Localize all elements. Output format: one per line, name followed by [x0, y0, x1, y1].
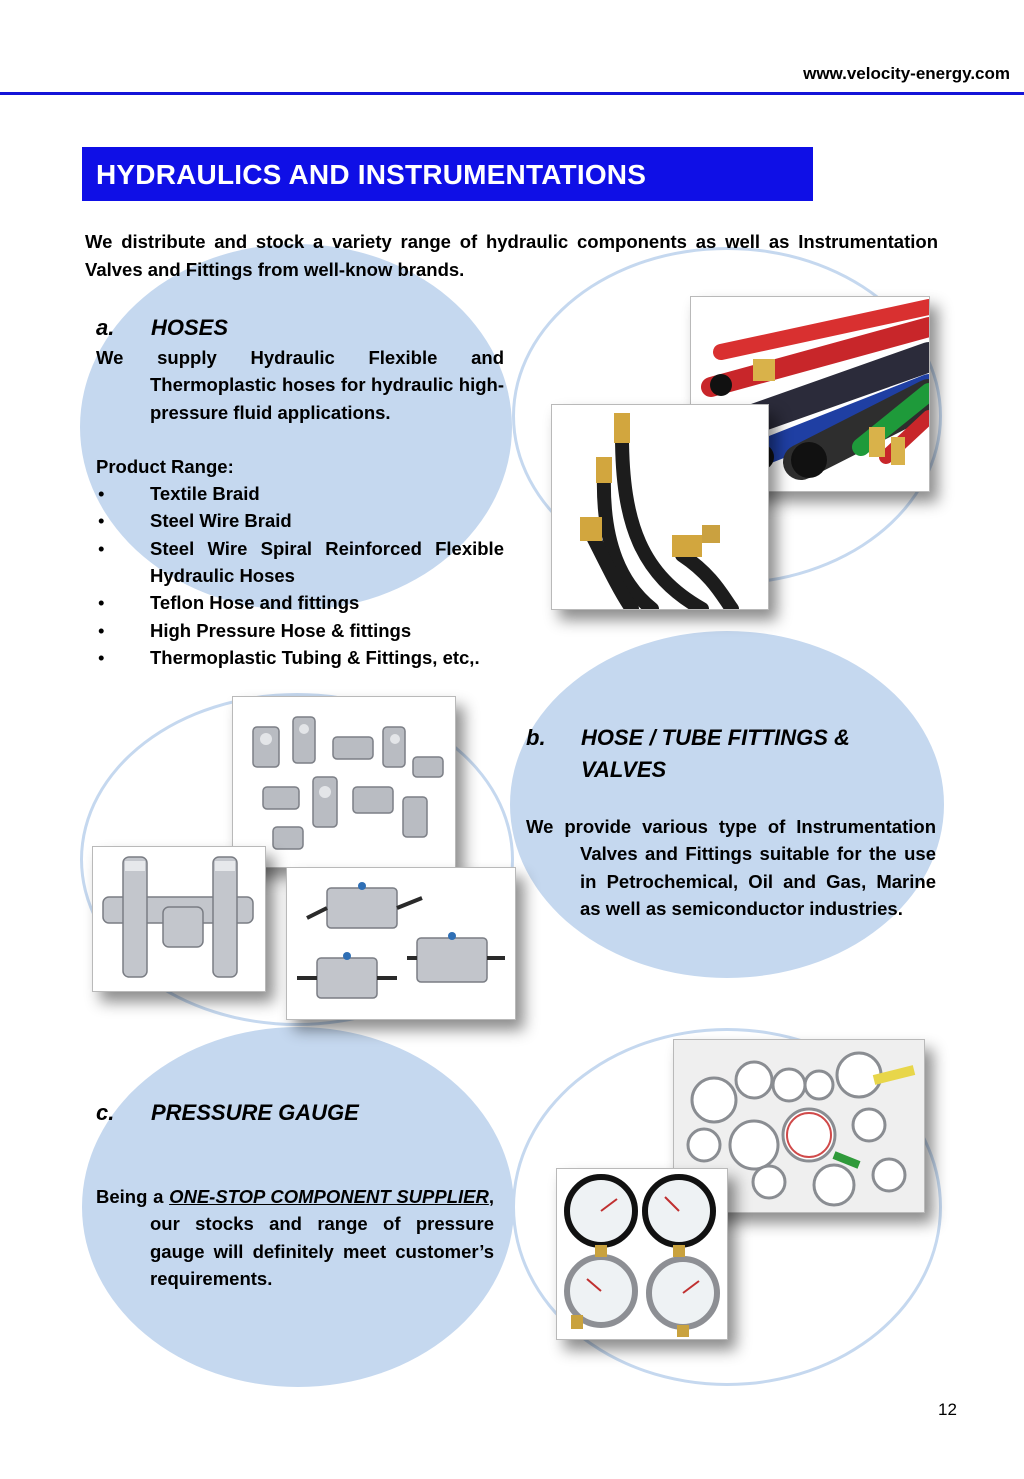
tube-fittings-photo — [232, 696, 456, 868]
list-item: • Steel Wire Spiral Reinforced Flexible Hydraulic Hoses — [96, 535, 504, 590]
header-divider — [0, 92, 1024, 95]
gauge-prefix: Being a — [96, 1186, 170, 1207]
page-number: 12 — [938, 1400, 957, 1419]
hoses-letter: a. — [96, 315, 115, 340]
page-title: HYDRAULICS AND INSTRUMENTATIONS — [96, 159, 647, 190]
list-item: • Textile Braid — [96, 480, 504, 507]
fittings-heading — [526, 722, 936, 754]
title-banner — [82, 147, 813, 201]
list-item: • Thermoplastic Tubing & Fittings, etc,. — [96, 644, 504, 671]
fittings-letter: b. — [526, 725, 546, 750]
intro-paragraph: We distribute and stock a variety range of hydraulic components as well as Instrumentation Valves and Fittings from well-know brands. — [85, 231, 938, 280]
gauge-section — [96, 1097, 494, 1292]
gauge-heading-text: PRESSURE GAUGE — [151, 1100, 359, 1125]
gauge-suffix: , our stocks and range of pressure gauge will definitely meet customer’s requirements. — [150, 1186, 494, 1289]
tee-fittings-photo — [92, 846, 266, 992]
manifold-valves-photo — [286, 867, 516, 1020]
hoses-heading-text: HOSES — [151, 315, 229, 340]
black-hoses-photo — [551, 404, 769, 610]
hoses-section — [96, 312, 504, 671]
list-item: • Teflon Hose and fittings — [96, 589, 504, 616]
fittings-heading-line1: HOSE / TUBE FITTINGS & — [581, 725, 850, 750]
list-item: • Steel Wire Braid — [96, 507, 504, 534]
gauge-heading — [96, 1097, 494, 1129]
gauge-description — [96, 1183, 494, 1292]
list-item: • High Pressure Hose & fittings — [96, 617, 504, 644]
black-gauges-photo — [556, 1168, 728, 1340]
fittings-section — [526, 722, 936, 922]
product-range-label: Product Range: — [96, 455, 234, 477]
one-stop-supplier-text: ONE-STOP COMPONENT SUPPLIER — [169, 1186, 489, 1207]
hoses-heading — [96, 312, 504, 344]
fittings-description: We provide various type of Instrumentation Valves and Fittings suitable for the use in Petrochemical, Oil and Gas, Marine as well as semiconductor industries. — [526, 816, 936, 919]
website-url: www.velocity-energy.com — [803, 64, 1010, 83]
hoses-description: We supply Hydraulic Flexible and Thermoplastic hoses for hydraulic high-pressure fluid applications. — [96, 347, 504, 423]
gauge-letter: c. — [96, 1100, 115, 1125]
fittings-heading-line2: VALVES — [581, 757, 667, 782]
product-range-list — [96, 480, 504, 671]
